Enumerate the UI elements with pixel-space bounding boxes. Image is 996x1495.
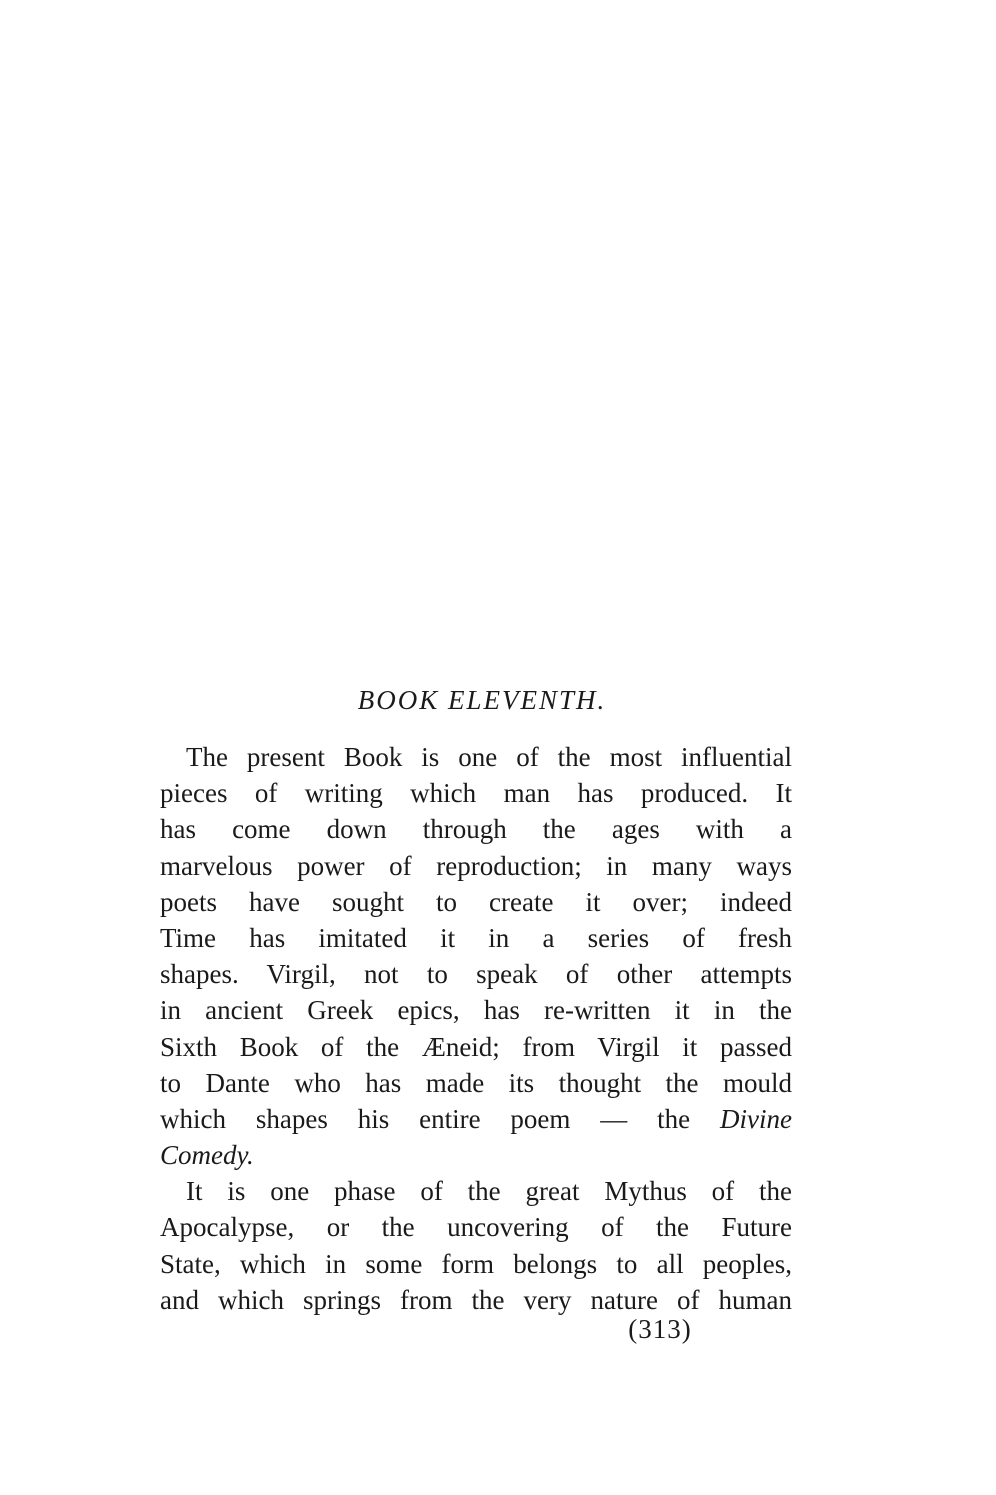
chapter-heading: BOOK ELEVENTH.: [357, 685, 607, 715]
text-line: [160, 1137, 792, 1173]
text-line: Apocalypse, or the uncovering of the Future: [160, 1212, 792, 1243]
text-line: pieces of writing which man has produced. It: [160, 778, 792, 809]
paragraph-1: [160, 739, 792, 1173]
text-line: to Dante who has made its thought the mould: [160, 1067, 792, 1098]
italic-title-segment: Comedy.: [160, 1140, 254, 1171]
text-line: The present Book is one of the most influential: [186, 742, 792, 772]
text-line: has come down through the ages with a: [160, 814, 792, 845]
text-line: marvelous power of reproduction; in many ways: [160, 850, 792, 881]
text-line: shapes. Virgil, not to speak of other attempts: [160, 959, 792, 990]
italic-title-segment: Divine: [720, 1103, 792, 1134]
text-line: and which springs from the very nature of human: [160, 1284, 792, 1315]
text-segment: which shapes his entire poem — the: [160, 1103, 691, 1134]
text-line: poets have sought to create it over; indeed: [160, 886, 792, 917]
page-number: (313): [628, 1314, 692, 1344]
text-line: It is one phase of the great Mythus of the: [186, 1176, 792, 1207]
text-line: State, which in some form belongs to all peoples,: [160, 1248, 792, 1279]
body-text: [160, 739, 792, 1318]
text-line-with-italic: [160, 1101, 792, 1137]
text-line: Time has imitated it in a series of fresh: [160, 922, 792, 953]
paragraph-2: [160, 1173, 792, 1318]
text-line: in ancient Greek epics, has re-written it in the: [160, 995, 792, 1026]
text-line: Sixth Book of the Æneid; from Virgil it passed: [160, 1031, 792, 1062]
